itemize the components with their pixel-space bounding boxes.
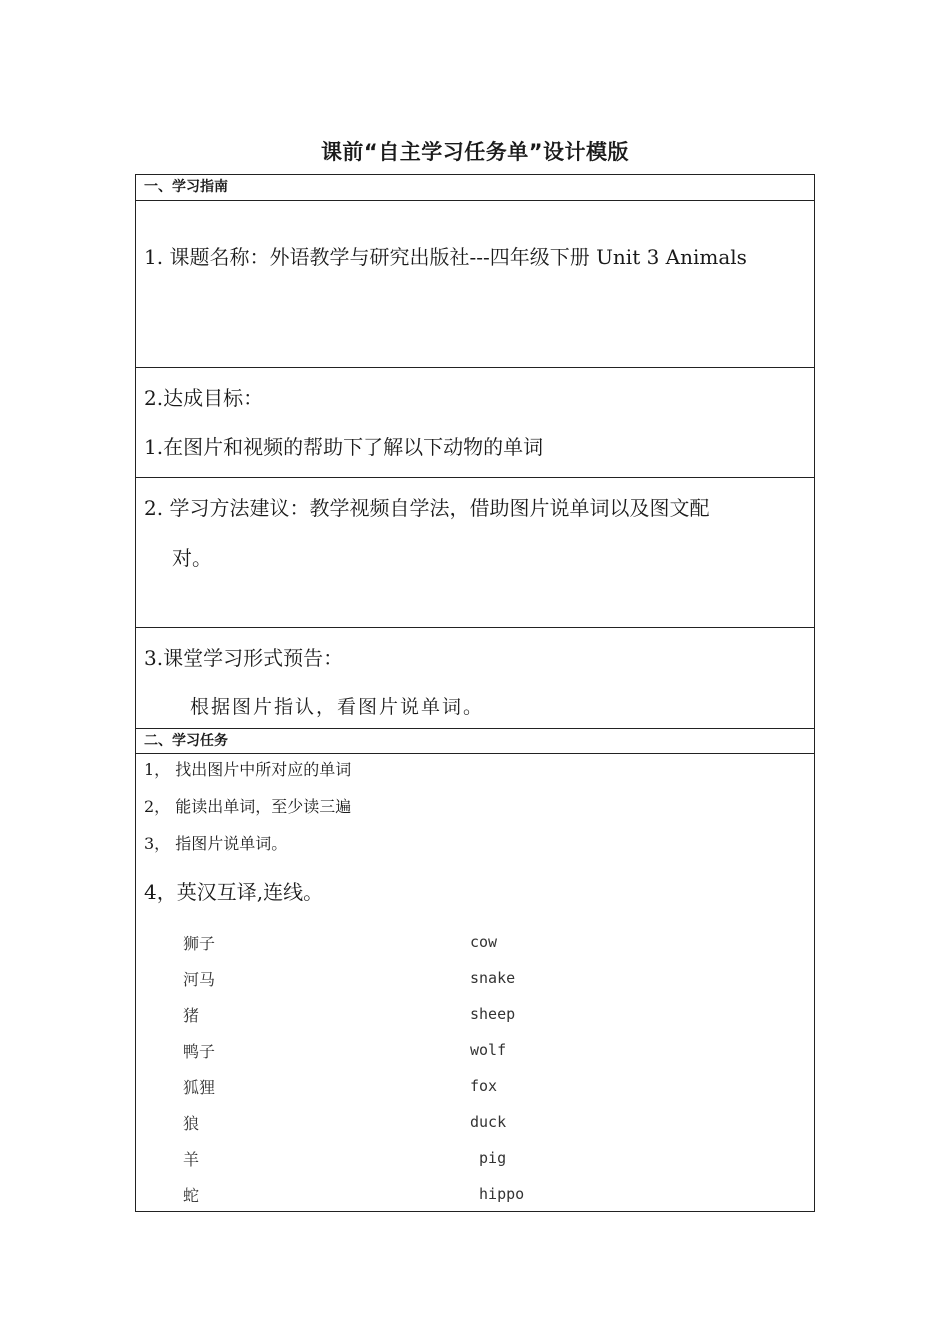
goal-title: 2.达成目标： xyxy=(144,386,264,410)
english-word: cow xyxy=(470,933,498,951)
section1-header: 一、学习指南 xyxy=(136,175,814,201)
task-item: 3， 指图片说单词。 xyxy=(144,834,288,853)
topic-row xyxy=(136,201,814,368)
chinese-word: 狐狸 xyxy=(183,1078,216,1097)
chinese-word: 狮子 xyxy=(183,934,216,953)
class-form-row xyxy=(136,628,814,729)
goal-item: 1.在图片和视频的帮助下了解以下动物的单词 xyxy=(144,435,544,459)
class-form-title: 3.课堂学习形式预告： xyxy=(144,646,344,670)
task-sheet-table xyxy=(135,174,815,1212)
method-row xyxy=(136,478,814,628)
english-word: pig xyxy=(470,1149,507,1167)
english-word: sheep xyxy=(470,1005,516,1023)
english-word: snake xyxy=(470,969,516,987)
topic-text: 1. 课题名称：外语教学与研究出版社---四年级下册 Unit 3 Animals xyxy=(144,245,747,269)
chinese-word: 鸭子 xyxy=(183,1042,216,1061)
chinese-word: 蛇 xyxy=(183,1186,200,1205)
section2-header: 二、学习任务 xyxy=(136,729,814,754)
english-word: duck xyxy=(470,1113,507,1131)
chinese-word: 狼 xyxy=(183,1114,200,1133)
task-item: 1， 找出图片中所对应的单词 xyxy=(144,760,352,779)
chinese-word: 猪 xyxy=(183,1006,200,1025)
task-4: 4，英汉互译,连线。 xyxy=(144,880,324,904)
english-word: wolf xyxy=(470,1041,507,1059)
chinese-word: 河马 xyxy=(183,970,216,989)
english-word: hippo xyxy=(470,1185,525,1203)
task-item: 2， 能读出单词，至少读三遍 xyxy=(144,797,352,816)
chinese-word: 羊 xyxy=(183,1150,200,1169)
method-line1: 2. 学习方法建议：教学视频自学法，借助图片说单词以及图文配 xyxy=(144,496,710,520)
page-title: 课前“自主学习任务单”设计模版 xyxy=(320,140,630,164)
english-word: fox xyxy=(470,1077,498,1095)
method-line2: 对。 xyxy=(172,546,212,570)
tasks-area xyxy=(136,754,814,1212)
class-form-text: 根据图片指认，看图片说单词。 xyxy=(190,696,485,718)
goal-row xyxy=(136,368,814,478)
